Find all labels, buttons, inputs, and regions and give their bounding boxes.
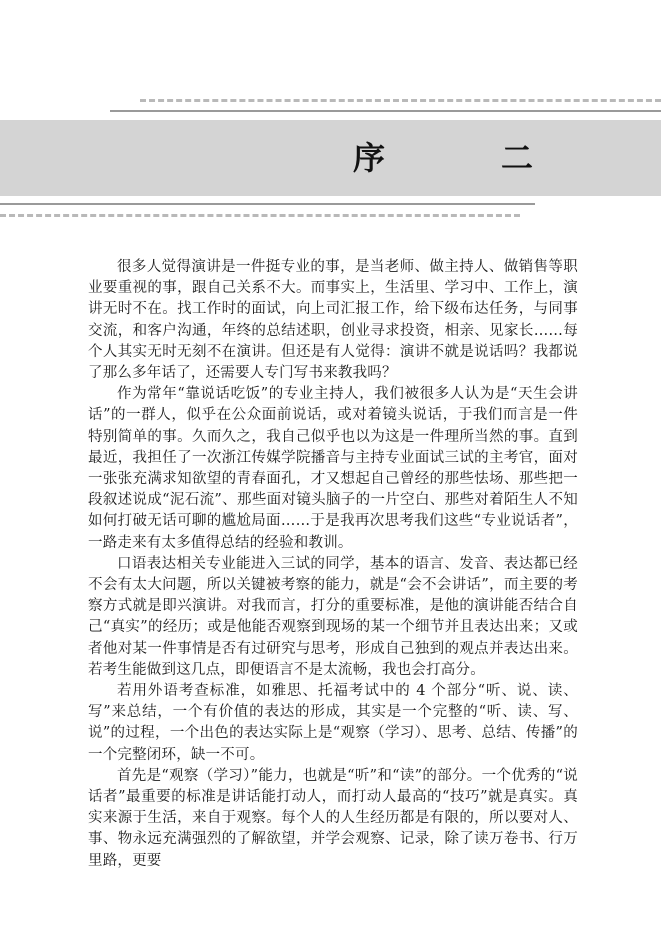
decorative-rule-top — [110, 110, 661, 112]
decorative-dashed-rule-top — [140, 99, 661, 102]
paragraph: 很多人觉得演讲是一件挺专业的事，是当老师、做主持人、做销售等职业要重视的事，跟自己关系不大。而事实上，生活里、学习中、工作上，演讲无时不在。找工作时的面试，向上司汇报工作，给下级布达任务，与同事交流，和客户沟通，年终的总结述职，创业寻求投资，相亲、见家长……每个人其实无时无刻不在演讲。但还是有人觉得：演讲不就是说话吗？我都说了那么多年话了，还需要人专门写书来教我吗？ — [88, 259, 578, 382]
decorative-rule-bottom — [0, 203, 535, 205]
body-text — [88, 257, 578, 872]
paragraph: 口语表达相关专业能进入三试的同学，基本的语言、发音、表达都已经不会有太大问题，所以关键被考察的能力，就是“会不会讲话”，而主要的考察方式就是即兴演讲。对我而言，打分的重要标准，是他的演讲能否结合自己“真实”的经历；或是他能否观察到现场的某一个细节并且表达出来；又或者他对某一件事情是否有过研究与思考，形成自己独到的观点并表达出来。若考生能做到这几点，即便语言不是太流畅，我也会打高分。 — [88, 555, 578, 678]
chapter-title: 序 二 — [352, 139, 575, 177]
decorative-dashed-rule-bottom — [0, 214, 520, 217]
paragraph: 首先是“观察（学习）”能力，也就是“听”和“读”的部分。一个优秀的“说话者”最重要的标准是讲话能打动人，而打动人最高的“技巧”就是真实。真实来源于生活，来自于观察。每个人的人生经历都是有限的，所以要对人、事、物永远充满强烈的了解欲望，并学会观察、记录，除了读万卷书、行万里路，更要 — [88, 767, 578, 869]
paragraph: 作为常年“靠说话吃饭”的专业主持人，我们被很多人认为是“天生会讲话”的一群人，似乎在公众面前说话，或对着镜头说话，于我们而言是一件特别简单的事。久而久之，我自己似乎也以为这是一件理所当然的事。直到最近，我担任了一次浙江传媒学院播音与主持专业面试三试的主考官，面对一张张充满求知欲望的青春面孔，才又想起自己曾经的那些怯场、那些把一段叙述说成“泥石流”、那些面对镜头脑子的一片空白、那些对着陌生人不知如何打破无话可聊的尴尬局面……于是我再次思考我们这些“专业说话者”，一路走来有太多值得总结的经验和教训。 — [88, 386, 578, 551]
paragraph: 若用外语考查标准，如雅思、托福考试中的 4 个部分“听、说、读、写”来总结，一个有价值的表达的形成，其实是一个完整的“听、读、写、说”的过程，一个出色的表达实际上是“观察（学习）、思考、总结、传播”的一个完整闭环，缺一不可。 — [88, 683, 578, 763]
